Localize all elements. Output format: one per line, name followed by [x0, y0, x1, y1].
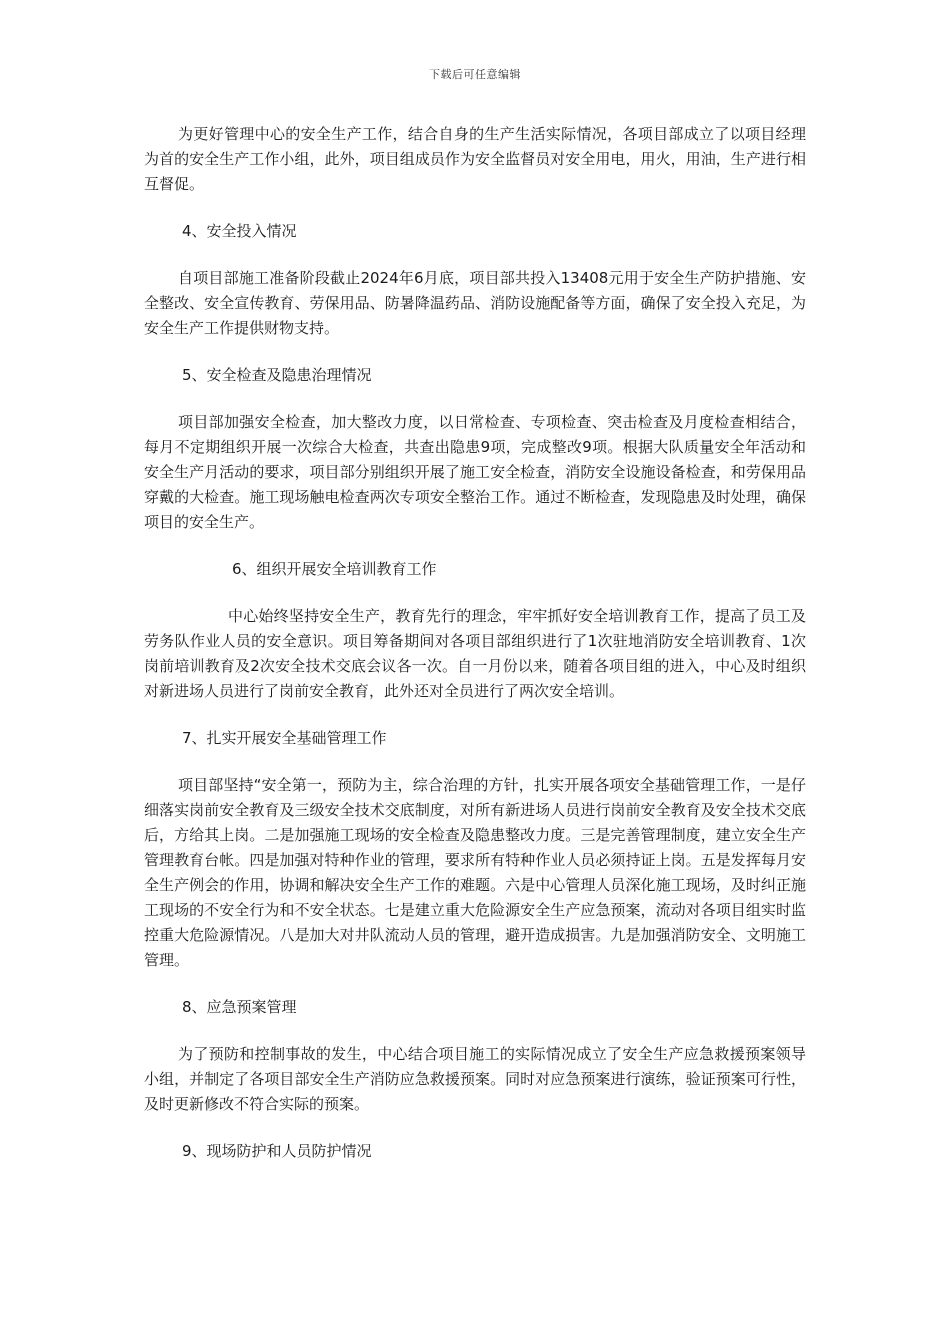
paragraph-safety-investment: 自项目部施工准备阶段截止2024年6月底，项目部共投入13408元用于安全生产防护措施、安全整改、安全宣传教育、劳保用品、防暑降温药品、消防设施配备等方面，确保了安全投入充足，为安全生产工作提供财物支持。 — [144, 269, 806, 337]
paragraph-emergency-plan: 为了预防和控制事故的发生，中心结合项目施工的实际情况成立了安全生产应急救援预案领导小组，并制定了各项目部安全生产消防应急救援预案。同时对应急预案进行演练，验证预案可行性，及时更新修改不符合实际的预案。 — [144, 1045, 806, 1113]
page-header-note: 下载后可任意编辑 — [429, 68, 521, 81]
heading-site-protection: 9、现场防护和人员防护情况 — [182, 1142, 372, 1160]
document-body — [144, 122, 806, 1164]
heading-emergency-plan: 8、应急预案管理 — [182, 998, 297, 1016]
heading-safety-investment: 4、安全投入情况 — [182, 222, 297, 240]
heading-basic-management: 7、扎实开展安全基础管理工作 — [182, 729, 387, 747]
paragraph-inspection: 项目部加强安全检查，加大整改力度，以日常检查、专项检查、突击检查及月度检查相结合，每月不定期组织开展一次综合大检查，共查出隐患9项，完成整改9项。根据大队质量安全年活动和安全生产月活动的要求，项目部分别组织开展了施工安全检查，消防安全设施设备检查，和劳保用品穿戴的大检查。施工现场触电检查两次专项安全整治工作。通过不断检查，发现隐患及时处理，确保项目的安全生产。 — [144, 413, 806, 531]
paragraph-safety-team: 为更好管理中心的安全生产工作，结合自身的生产生活实际情况，各项目部成立了以项目经理为首的安全生产工作小组，此外，项目组成员作为安全监督员对安全用电，用火，用油，生产进行相互督促。 — [144, 125, 806, 193]
paragraph-training: 中心始终坚持安全生产，教育先行的理念，牢牢抓好安全培训教育工作，提高了员工及劳务队作业人员的安全意识。项目筹备期间对各项目部组织进行了1次驻地消防安全培训教育、1次岗前培训教育及2次安全技术交底会议各一次。自一月份以来，随着各项目组的进入，中心及时组织对新进场人员进行了岗前安全教育，此外还对全员进行了两次安全培训。 — [144, 607, 806, 700]
heading-training: 6、组织开展安全培训教育工作 — [232, 560, 437, 578]
paragraph-basic-management: 项目部坚持“安全第一，预防为主，综合治理的方针，扎实开展各项安全基础管理工作，一是仔细落实岗前安全教育及三级安全技术交底制度，对所有新进场人员进行岗前安全教育及安全技术交底后，方给其上岗。二是加强施工现场的安全检查及隐患整改力度。三是完善管理制度，建立安全生产管理教育台帐。四是加强对特种作业的管理，要求所有特种作业人员必须持证上岗。五是发挥每月安全生产例会的作用，协调和解决安全生产工作的难题。六是中心管理人员深化施工现场，及时纠正施工现场的不安全行为和不安全状态。七是建立重大危险源安全生产应急预案，流动对各项目组实时监控重大危险源情况。八是加大对井队流动人员的管理，避开造成损害。九是加强消防安全、文明施工管理。 — [144, 776, 806, 969]
heading-inspection: 5、安全检查及隐患治理情况 — [182, 366, 372, 384]
